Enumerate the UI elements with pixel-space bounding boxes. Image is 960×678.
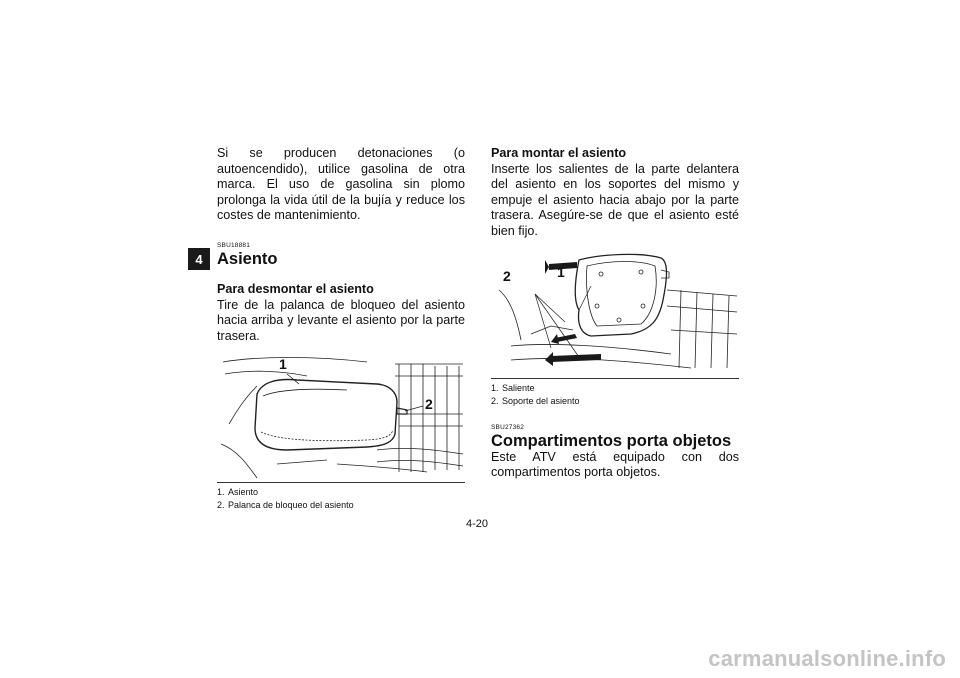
install-seat-heading: Para montar el asiento: [491, 146, 627, 160]
remove-seat-heading: Para desmontar el asiento: [217, 281, 374, 296]
callout-1: 1: [557, 263, 565, 280]
caption-item: 1. Asiento: [217, 487, 259, 498]
remove-seat-text: Tire de la palanca de bloqueo del asiento hacia arriba y levante el asiento por la parte trasera.: [217, 297, 465, 343]
intro-paragraph: Si se producen detonaciones (o autoencendido), utilice gasolina de otra marca. El uso de gasolina sin plomo prolonga la vida útil de la bujía y reduce los costes de mantenimiento.: [217, 146, 465, 223]
callout-2: 2: [425, 396, 433, 413]
chapter-tab: 4: [188, 248, 210, 270]
seat-removal-figure: [217, 354, 465, 483]
caption-item: 1. Saliente: [491, 382, 535, 393]
seat-figure-captions: [217, 486, 465, 512]
left-column: [217, 146, 465, 512]
section-code: SBU18881: [217, 241, 251, 249]
section-code: SBU27362: [491, 423, 525, 431]
callout-1: 1: [279, 356, 287, 373]
caption-item: 2. Soporte del asiento: [491, 395, 580, 406]
seat-illustration: [217, 354, 465, 482]
section-title-asiento: Asiento: [217, 249, 278, 268]
seat-install-illustration: [491, 250, 739, 378]
compartments-text: Este ATV está equipado con dos compartimentos porta objetos.: [491, 449, 739, 480]
install-figure-captions: [491, 382, 739, 408]
right-column: [491, 146, 739, 481]
install-seat-text: Inserte los salientes de la parte delantera del asiento en los soportes del mismo y empuje el asiento hacia abajo por la parte trasera. Asegúre-se de que el asiento esté bien fijo.: [491, 161, 739, 238]
callout-2: 2: [503, 267, 511, 284]
seat-install-figure: [491, 250, 739, 379]
caption-item: 2. Palanca de bloqueo del asiento: [217, 500, 354, 511]
watermark: carmanualsonline.info: [708, 646, 946, 671]
page-number: 4-20: [466, 518, 489, 530]
section-title-compartimentos: Compartimentos porta objetos: [491, 431, 732, 450]
